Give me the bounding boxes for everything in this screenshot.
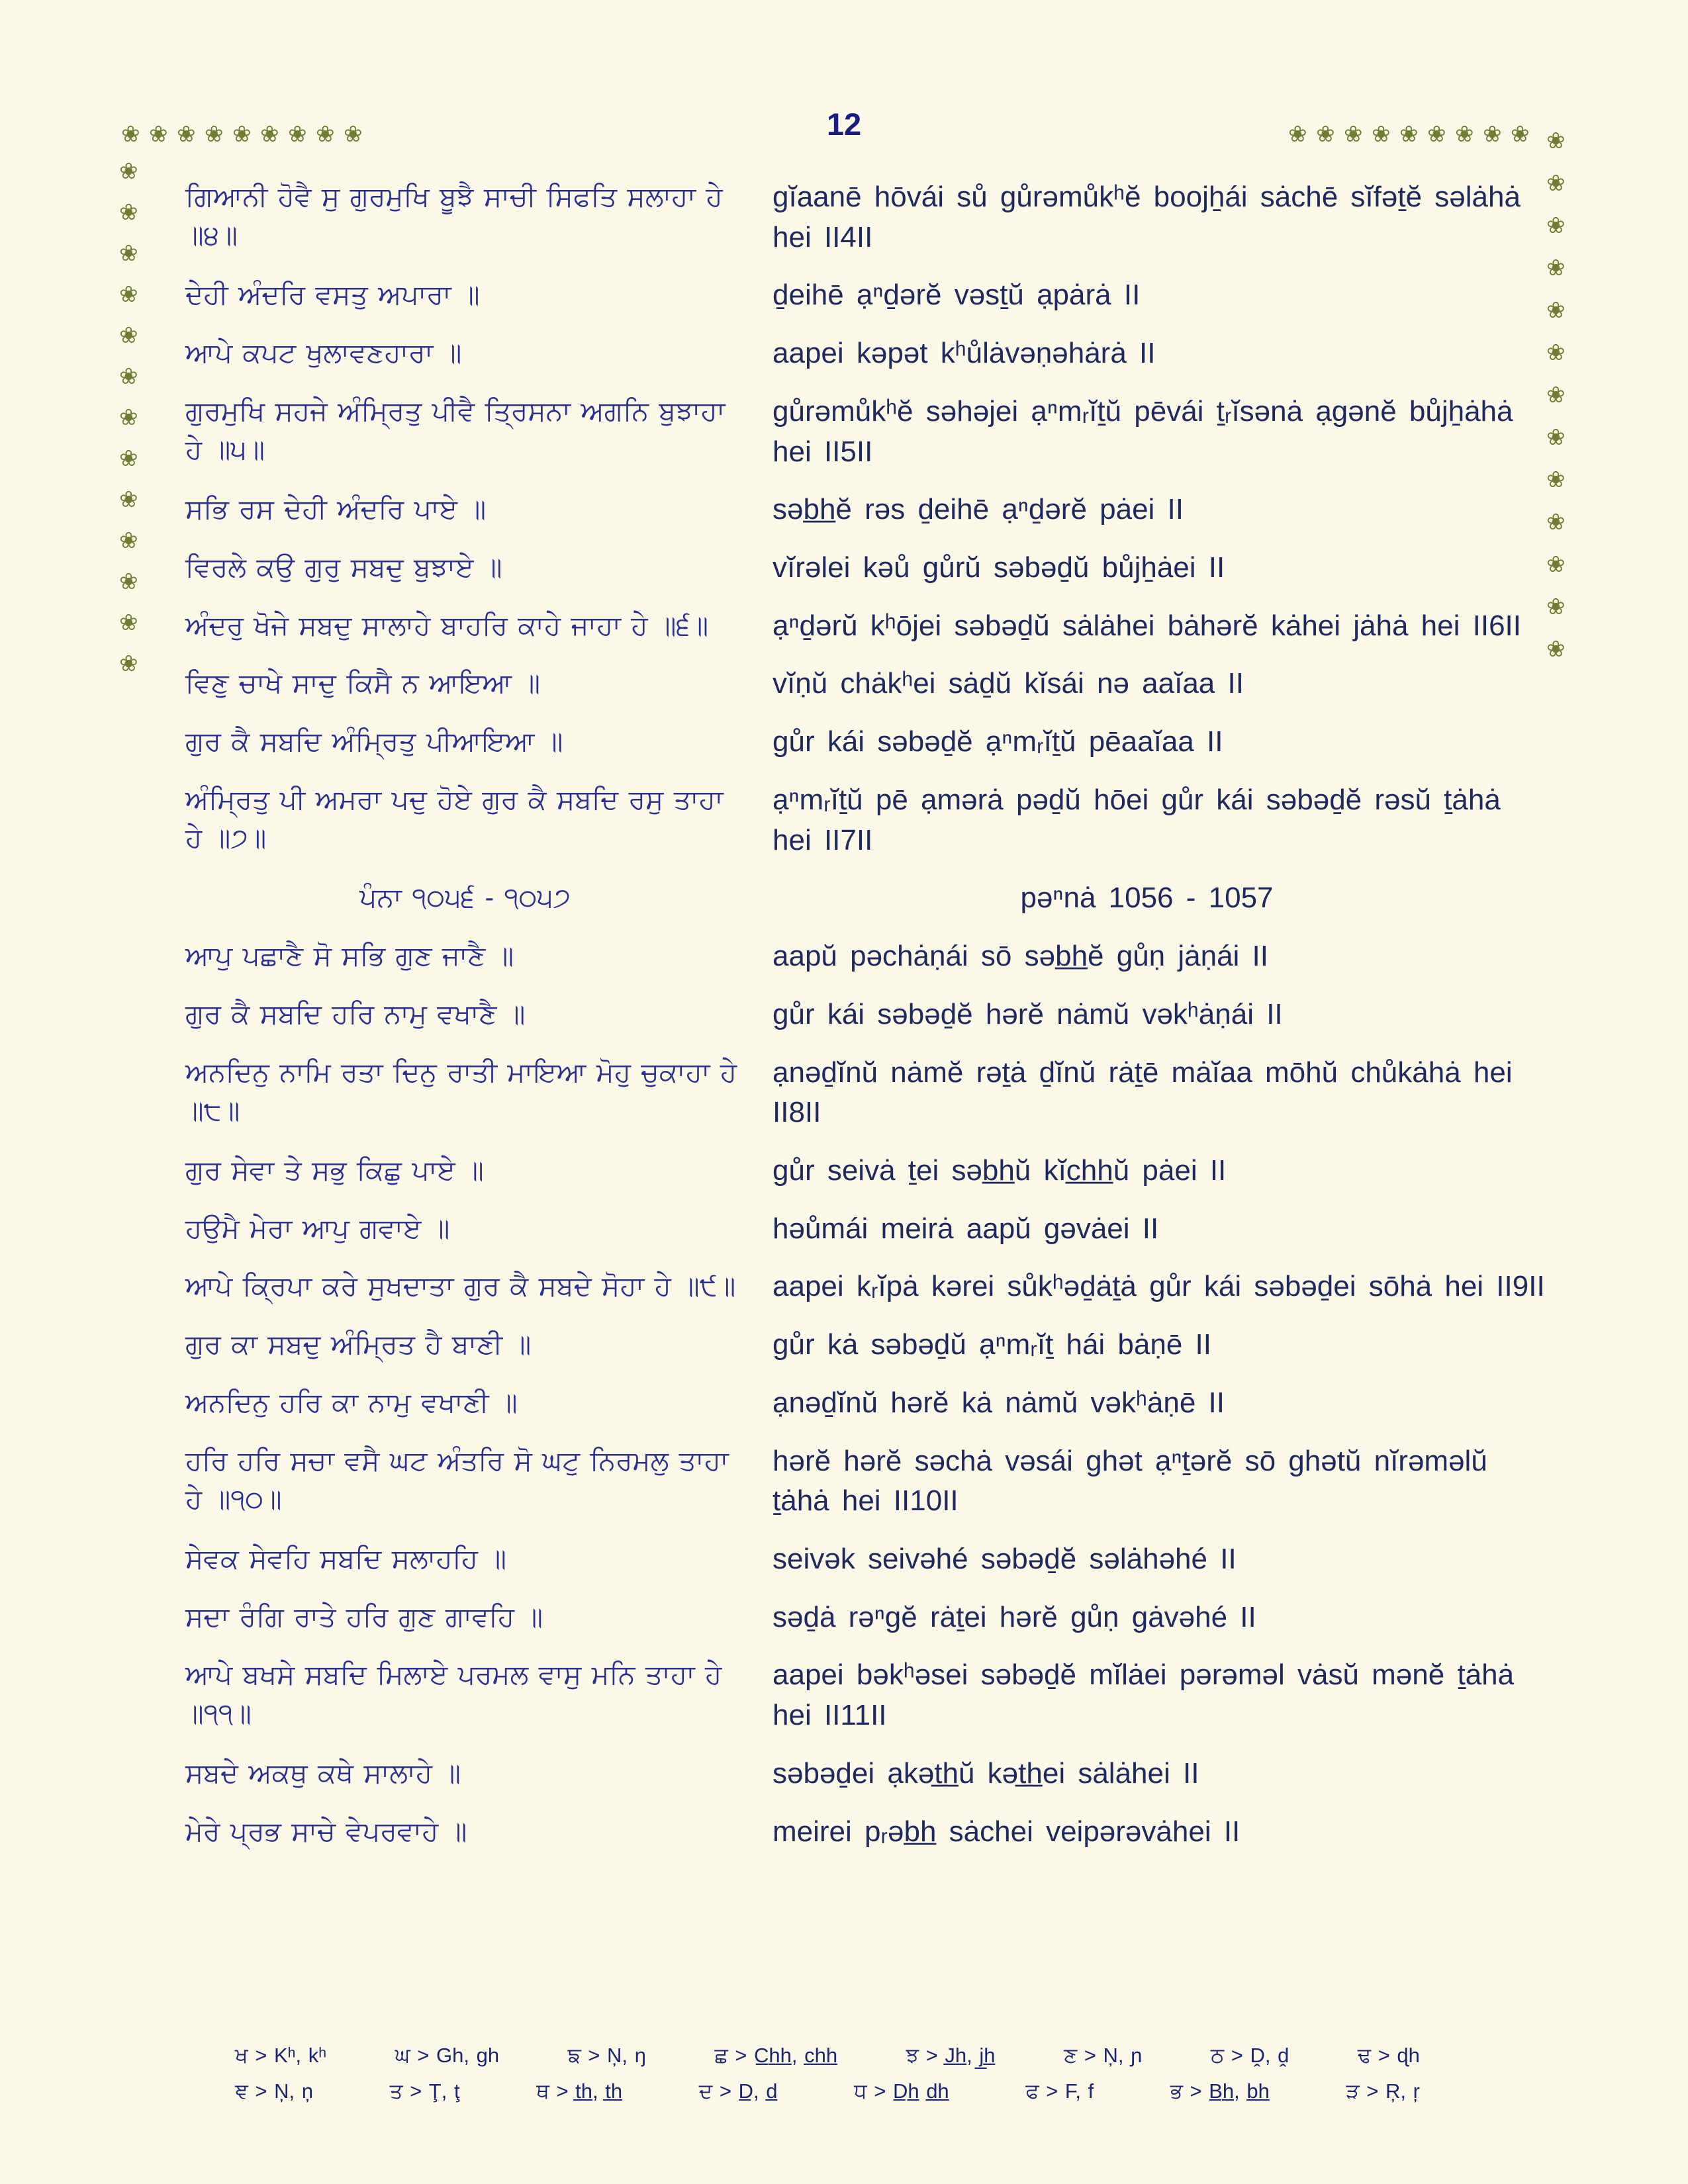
flower-icon: ❀ — [1372, 122, 1391, 147]
gurmukhi-line: ਮੇਰੇ ਪ੍ਰਭ ਸਾਚੇ ਵੇਪਰਵਾਹੇ ॥ — [185, 1815, 467, 1846]
verse-row — [185, 1053, 1549, 1133]
gurmukhi-line: ਗੁਰ ਸੇਵਾ ਤੇ ਸਭੁ ਕਿਛੁ ਪਾਏ ॥ — [185, 1154, 484, 1185]
flower-icon: ❀ — [119, 282, 138, 307]
verse-row — [185, 1754, 1549, 1794]
verse-row — [185, 664, 1549, 704]
transliteration-line: seivək seivəhé səbəḏĕ səlȧhəhé II — [773, 1542, 1237, 1575]
verse-row — [185, 275, 1549, 316]
verse-row — [185, 1325, 1549, 1365]
legend-row — [235, 2044, 1420, 2068]
flower-icon: ❀ — [119, 610, 138, 635]
verse-row — [185, 392, 1549, 472]
gurmukhi-line: ਅਨਦਿਨੁ ਹਰਿ ਕਾ ਨਾਮੁ ਵਖਾਣੀ ॥ — [185, 1387, 518, 1418]
verse-row — [185, 1151, 1549, 1191]
page-number: 12 — [826, 107, 862, 142]
gurmukhi-line: ਅੰਮ੍ਰਿਤੁ ਪੀ ਅਮਰਾ ਪਦੁ ਹੋਏ ਗੁਰ ਕੈ ਸਬਦਿ ਰਸੁ ਤਾਹਾ ਹੇ ॥੭॥ — [185, 784, 724, 854]
flower-icon: ❀ — [149, 122, 168, 147]
gurmukhi-line: ਆਪੇ ਕ੍ਰਿਪਾ ਕਰੇ ਸੁਖਦਾਤਾ ਗੁਰ ਕੈ ਸਬਦੇ ਸੋਹਾ ਹੇ ॥੯॥ — [185, 1271, 736, 1302]
flower-icon: ❀ — [119, 323, 138, 348]
flower-icon: ❀ — [121, 122, 140, 147]
verse-row — [185, 936, 1549, 977]
gurmukhi-line: ਗਿਆਨੀ ਹੋਵੈ ਸੁ ਗੁਰਮੁਖਿ ਬੂਝੈ ਸਾਚੀ ਸਿਫਤਿ ਸਲਾਹਾ ਹੇ ॥੪॥ — [185, 181, 723, 251]
verse-row — [185, 1441, 1549, 1522]
transliteration-line: meirei pᵣəb̲h̲ sȧchei veipərəvȧhei II — [773, 1815, 1241, 1848]
flower-icon: ❀ — [119, 569, 138, 594]
gurmukhi-line: ਗੁਰ ਕਾ ਸਬਦੁ ਅੰਮ੍ਰਿਤ ਹੈ ਬਾਣੀ ॥ — [185, 1329, 532, 1360]
gurmukhi-line: ਦੇਹੀ ਅੰਦਰਿ ਵਸਤੁ ਅਪਾਰਾ ॥ — [185, 279, 480, 310]
gurmukhi-line: ਆਪੇ ਬਖਸੇ ਸਬਦਿ ਮਿਲਾਏ ਪਰਮਲ ਵਾਸੁ ਮਨਿ ਤਾਹਾ ਹੇ ॥੧੧॥ — [185, 1659, 722, 1729]
flower-icon: ❀ — [1427, 122, 1446, 147]
gurmukhi-line: ਅਨਦਿਨੁ ਨਾਮਿ ਰਤਾ ਦਿਨੁ ਰਾਤੀ ਮਾਇਆ ਮੋਹੁ ਚੁਕਾਹਾ ਹੇ ॥੮॥ — [185, 1056, 737, 1126]
transliteration-line: vĭṇŭ chȧkʰei sȧḏŭ kĭsái nə aaĭaa II — [773, 667, 1244, 700]
gurmukhi-line: ਸਬਦੇ ਅਕਥੁ ਕਥੇ ਸਾਲਾਹੇ ॥ — [185, 1757, 461, 1788]
transliteration-line: aapŭ pəchȧṇái sō səb̲h̲ĕ gůṇ jȧṇái II — [773, 940, 1269, 973]
legend-item: ੜ > Ŗ, ŗ — [1346, 2079, 1420, 2103]
gurmukhi-line: ਵਿਣੁ ਚਾਖੇ ਸਾਦੁ ਕਿਸੈ ਨ ਆਇਆ ॥ — [185, 668, 541, 699]
transliteration-line: gůr kȧ səbəḏŭ ạⁿmᵣĭṯ hái bȧṇē II — [773, 1328, 1211, 1361]
legend-item: ਝ > J̲h̲, j̲h̲ — [906, 2044, 996, 2067]
transliteration-line: aapei bəkʰəsei səbəḏĕ mĭlȧei pərəməl vȧsŭ mənĕ ṯȧhȧ hei II11II — [773, 1659, 1515, 1732]
legend-item: ਛ > C̲h̲h̲, c̲h̲h̲ — [714, 2044, 838, 2067]
flower-icon: ❀ — [344, 122, 363, 147]
transliteration-line: ạⁿmᵣĭṯŭ pē ạmərȧ pəḏŭ hōei gůr kái səbəḏĕ rəsŭ ṯȧhȧ hei II7II — [773, 783, 1501, 856]
verse-row — [185, 490, 1549, 530]
flower-icon: ❀ — [1546, 128, 1566, 154]
transliteration-line: səḏȧ rəⁿgĕ rȧṯei hərĕ gůṇ gȧvəhé II — [773, 1600, 1256, 1633]
flower-icon: ❀ — [260, 122, 279, 147]
gurmukhi-line: ਆਪੁ ਪਛਾਣੈ ਸੋ ਸਭਿ ਗੁਣ ਜਾਣੈ ॥ — [185, 940, 514, 972]
flower-icon: ❀ — [1316, 122, 1335, 147]
flower-icon: ❀ — [1511, 122, 1530, 147]
transliteration-line: pəⁿnȧ 1056 - 1057 — [1020, 882, 1274, 915]
verse-row — [185, 1383, 1549, 1424]
legend-item: ਣ > Ņ, ɲ — [1063, 2044, 1143, 2067]
flower-icon: ❀ — [1399, 122, 1419, 147]
verses-container — [185, 177, 1549, 1852]
gurmukhi-line: ਗੁਰ ਕੈ ਸਬਦਿ ਅੰਮ੍ਰਿਤੁ ਪੀਆਇਆ ॥ — [185, 726, 563, 757]
flower-icon: ❀ — [1546, 552, 1566, 577]
transliteration-line: aapei kəpət kʰůlȧvəṇəhȧrȧ II — [773, 337, 1156, 370]
flower-icon: ❀ — [119, 241, 138, 266]
transliteration-line: həůmái meirȧ aapŭ gəvȧei II — [773, 1212, 1159, 1245]
legend-item: ਫ > F, f — [1025, 2079, 1094, 2103]
transliteration-key — [235, 2044, 1420, 2104]
flower-icon: ❀ — [119, 364, 138, 389]
flower-icon: ❀ — [1546, 594, 1566, 619]
flower-icon: ❀ — [119, 651, 138, 676]
verse-row — [185, 334, 1549, 374]
transliteration-line: gůr kái səbəḏĕ hərĕ nȧmŭ vəkʰȧṇái II — [773, 997, 1283, 1030]
verse-row — [185, 995, 1549, 1035]
gurmukhi-line: ਹਰਿ ਹਰਿ ਸਚਾ ਵਸੈ ਘਟ ਅੰਤਰਿ ਸੋ ਘਟੁ ਨਿਰਮਲੁ ਤਾਹਾ ਹੇ ॥੧੦॥ — [185, 1445, 729, 1514]
verse-row — [185, 1267, 1549, 1307]
flower-icon: ❀ — [177, 122, 196, 147]
flower-icon: ❀ — [1546, 467, 1566, 492]
flower-icon: ❀ — [1546, 171, 1566, 196]
flower-icon: ❀ — [119, 405, 138, 430]
flower-icon: ❀ — [1344, 122, 1363, 147]
flower-icon: ❀ — [1546, 510, 1566, 535]
gurmukhi-line: ਹਉਮੈ ਮੇਰਾ ਆਪੁ ਗਵਾਏ ॥ — [185, 1212, 450, 1244]
verse-row — [185, 606, 1549, 647]
gurmukhi-line: ਪੰਨਾ ੧੦੫੬ - ੧੦੫੭ — [359, 882, 571, 913]
legend-item: ਘ > Gh, gh — [395, 2044, 500, 2067]
gurmukhi-line: ਸਦਾ ਰੰਗਿ ਰਾਤੇ ਹਰਿ ਗੁਣ ਗਾਵਹਿ ॥ — [185, 1601, 543, 1632]
gurmukhi-line: ਗੁਰਮੁਖਿ ਸਹਜੇ ਅੰਮ੍ਰਿਤੁ ਪੀਵੈ ਤ੍ਰਿਸਨਾ ਅਗਨਿ ਬੁਝਾਹਾ ਹੇ ॥੫॥ — [185, 395, 726, 465]
verse-row — [185, 177, 1549, 257]
flower-icon: ❀ — [205, 122, 224, 147]
transliteration-line: gůr seivȧ ṯei səb̲h̲ŭ kĭc̲h̲h̲ŭ pȧei II — [773, 1154, 1227, 1187]
verse-row — [185, 1598, 1549, 1638]
flower-icon: ❀ — [288, 122, 307, 147]
flower-icon: ❀ — [119, 446, 138, 471]
flower-icon: ❀ — [1546, 637, 1566, 662]
verse-row — [185, 548, 1549, 588]
gurmukhi-line: ਅੰਦਰੁ ਖੋਜੇ ਸਬਦੁ ਸਾਲਾਹੇ ਬਾਹਰਿ ਕਾਹੇ ਜਾਹਾ ਹੇ ॥੬॥ — [185, 610, 709, 641]
flower-icon: ❀ — [1546, 425, 1566, 450]
gurmukhi-line: ਸੇਵਕ ਸੇਵਹਿ ਸਬਦਿ ਸਲਾਹਹਿ ॥ — [185, 1543, 507, 1574]
flower-icon: ❀ — [119, 200, 138, 225]
flower-icon: ❀ — [1546, 383, 1566, 408]
flower-icon: ❀ — [119, 159, 138, 184]
legend-row — [235, 2079, 1420, 2104]
transliteration-line: ạⁿḏərŭ kʰōjei səbəḏŭ sȧlȧhei bȧhərĕ kȧhei jȧhȧ hei II6II — [773, 609, 1521, 642]
flower-icon: ❀ — [1546, 255, 1566, 281]
gurmukhi-line: ਵਿਰਲੇ ਕਉ ਗੁਰੁ ਸਬਦੁ ਬੁਝਾਏ ॥ — [185, 552, 502, 583]
verse-row — [185, 1655, 1549, 1735]
flower-icon: ❀ — [119, 487, 138, 512]
flower-icon: ❀ — [1546, 340, 1566, 365]
legend-item: ਞ > Ņ, ņ — [235, 2079, 313, 2103]
transliteration-line: gĭaanē hōvái sů gůrəmůkʰĕ boojẖái sȧchē sĭfəṯĕ səlȧhȧ hei II4II — [773, 181, 1521, 253]
flower-icon: ❀ — [1288, 122, 1307, 147]
transliteration-line: ḏeihē ạⁿḏərĕ vəsṯŭ ạpȧrȧ II — [773, 279, 1141, 312]
verse-row — [185, 1812, 1549, 1852]
legend-item: ਙ > Ņ, ŋ — [567, 2044, 646, 2067]
flower-icon: ❀ — [232, 122, 252, 147]
legend-item: ਥ > t̲h̲, t̲h̲ — [536, 2079, 623, 2103]
transliteration-line: vĭrəlei kəů gůrŭ səbəḏŭ bůjẖȧei II — [773, 551, 1225, 584]
transliteration-line: gůr kái səbəḏĕ ạⁿmᵣĭṯŭ pēaaĭaa II — [773, 725, 1223, 758]
flower-icon: ❀ — [1455, 122, 1474, 147]
legend-item: ਢ > ɖh — [1357, 2044, 1420, 2067]
flower-icon: ❀ — [316, 122, 335, 147]
legend-item: ਦ > D̲, d̲ — [698, 2079, 778, 2103]
gurmukhi-line: ਸਭਿ ਰਸ ਦੇਹੀ ਅੰਦਰਿ ਪਾਏ ॥ — [185, 494, 487, 525]
transliteration-line: aapei kᵣĭpȧ kərei sůkʰəḏȧṯȧ gůr kái səbəḏei sōhȧ hei II9II — [773, 1270, 1545, 1303]
verse-row — [185, 722, 1549, 762]
flower-icon: ❀ — [1546, 298, 1566, 323]
legend-item: ਤ > Ţ, ţ — [389, 2079, 460, 2103]
transliteration-line: ạnəḏĭnŭ hərĕ kȧ nȧmŭ vəkʰȧṇē II — [773, 1386, 1225, 1419]
flower-icon: ❀ — [1483, 122, 1502, 147]
transliteration-line: hərĕ hərĕ səchȧ vəsái ghət ạⁿṯərĕ sō ghətŭ nĭrəməlŭ ṯȧhȧ hei II10II — [773, 1444, 1487, 1518]
page-reference-row — [185, 878, 1549, 919]
verse-row — [185, 1209, 1549, 1250]
verse-row — [185, 1539, 1549, 1580]
flower-icon: ❀ — [119, 528, 138, 553]
legend-item: ਧ > D̲h̲ d̲h̲ — [854, 2079, 949, 2103]
transliteration-line: səbəḏei ạkət̲h̲ŭ kət̲h̲ei sȧlȧhei II — [773, 1756, 1199, 1790]
flower-icon: ❀ — [1546, 213, 1566, 238]
transliteration-line: gůrəmůkʰĕ səhəjei ạⁿmᵣĭṯŭ pēvái ṯᵣĭsənȧ ạgənĕ bůjẖȧhȧ hei II5II — [773, 394, 1513, 468]
legend-item: ਠ > Ḓ, ḓ — [1210, 2044, 1289, 2067]
transliteration-line: ạnəḏĭnŭ nȧmĕ rəṯȧ ḏĭnŭ rȧṯē mȧĭaa mōhŭ chůkȧhȧ hei II8II — [773, 1056, 1513, 1129]
transliteration-line: səb̲h̲ĕ rəs ḏeihē ạⁿḏərĕ pȧei II — [773, 493, 1184, 526]
legend-item: ਖ > Kʰ, kʰ — [235, 2044, 327, 2067]
verse-row — [185, 780, 1549, 860]
legend-item: ਭ > B̲h̲, b̲h̲ — [1170, 2079, 1270, 2103]
gurmukhi-line: ਗੁਰ ਕੈ ਸਬਦਿ ਹਰਿ ਨਾਮੁ ਵਖਾਣੈ ॥ — [185, 998, 526, 1029]
gurmukhi-line: ਆਪੇ ਕਪਟ ਖੁਲਾਵਣਹਾਰਾ ॥ — [185, 338, 462, 369]
